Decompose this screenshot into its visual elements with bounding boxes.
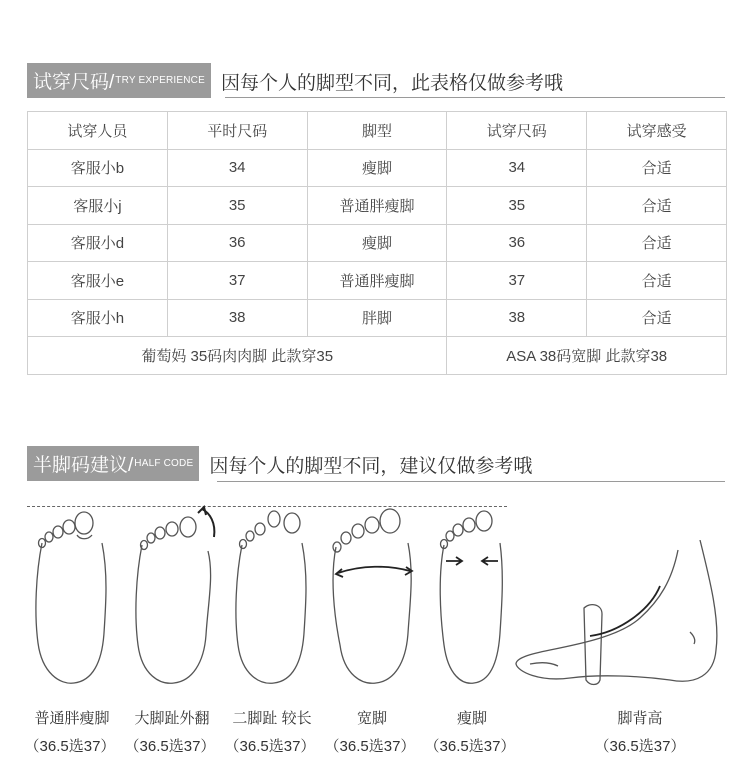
long-second-toe-foot-icon [222,503,322,688]
foot-type-label: 宽脚 [356,710,387,727]
narrow-foot-icon [422,503,522,688]
table-cell: 合适 [587,187,727,225]
table-cell: 合适 [587,299,727,337]
header-divider [217,481,725,482]
footer-note-left: 葡萄妈 35码肉肉脚 此款穿35 [28,337,447,375]
tag-en: HALF CODE [134,458,194,469]
size-advice: （36.5选37） [424,738,516,755]
column-header: 试穿人员 [28,112,168,150]
table-cell: 瘦脚 [307,149,447,187]
size-advice: （36.5选37） [594,738,686,755]
column-header: 试穿尺码 [447,112,587,150]
foot-type-label: 大脚趾外翻 [134,710,210,727]
table-cell: 客服小h [28,299,168,337]
foot-type-label: 二脚趾 较长 [232,710,312,727]
normal-foot-icon [22,503,122,688]
table-cell: 37 [167,262,307,300]
table-cell: 客服小d [28,224,168,262]
table-cell: 普通胖瘦脚 [307,262,447,300]
column-header: 脚型 [307,112,447,150]
table-row [28,187,727,225]
table-cell: 34 [447,149,587,187]
table-cell: 34 [167,149,307,187]
column-header: 平时尺码 [167,112,307,150]
table-cell: 37 [447,262,587,300]
trial-size-table [27,111,727,375]
tag-en: TRY EXPERIENCE [115,75,205,86]
column-header: 试穿感受 [587,112,727,150]
size-advice: （36.5选37） [324,738,416,755]
foot-type-label: 普通胖瘦脚 [34,710,110,727]
foot-type-label: 脚背高 [617,710,663,727]
table-cell: 35 [167,187,307,225]
wide-foot-icon [322,503,422,688]
table-cell: 38 [167,299,307,337]
table-header-row [28,112,727,150]
size-advice: （36.5选37） [24,738,116,755]
table-cell: 合适 [587,224,727,262]
bunion-foot-icon [122,503,222,688]
try-experience-tag [27,63,211,98]
table-cell: 36 [167,224,307,262]
table-cell: 客服小j [28,187,168,225]
header-note: 因每个人的脚型不同，此表格仅做参考哦 [220,73,563,94]
header-divider [225,97,725,98]
table-row [28,299,727,337]
table-footer-row [28,337,727,375]
header-note: 因每个人的脚型不同，建议仅做参考哦 [209,456,533,477]
table-cell: 客服小e [28,262,168,300]
table-cell: 瘦脚 [307,224,447,262]
tag-cn: 试穿尺码/ [33,72,115,93]
foot-type-label: 瘦脚 [456,710,487,727]
size-advice: （36.5选37） [224,738,316,755]
footer-note-right: ASA 38码宽脚 此款穿38 [447,337,727,375]
half-code-header [27,446,532,481]
table-cell: 胖脚 [307,299,447,337]
table-cell: 普通胖瘦脚 [307,187,447,225]
try-experience-header [27,63,563,98]
half-code-tag [27,446,199,481]
table-cell: 合适 [587,262,727,300]
table-row [28,149,727,187]
table-cell: 客服小b [28,149,168,187]
table-row [28,262,727,300]
high-instep-foot-icon [510,540,725,690]
table-cell: 36 [447,224,587,262]
table-row [28,224,727,262]
size-advice: （36.5选37） [124,738,216,755]
tag-cn: 半脚码建议/ [33,455,134,476]
table-cell: 38 [447,299,587,337]
table-cell: 合适 [587,149,727,187]
table-cell: 35 [447,187,587,225]
